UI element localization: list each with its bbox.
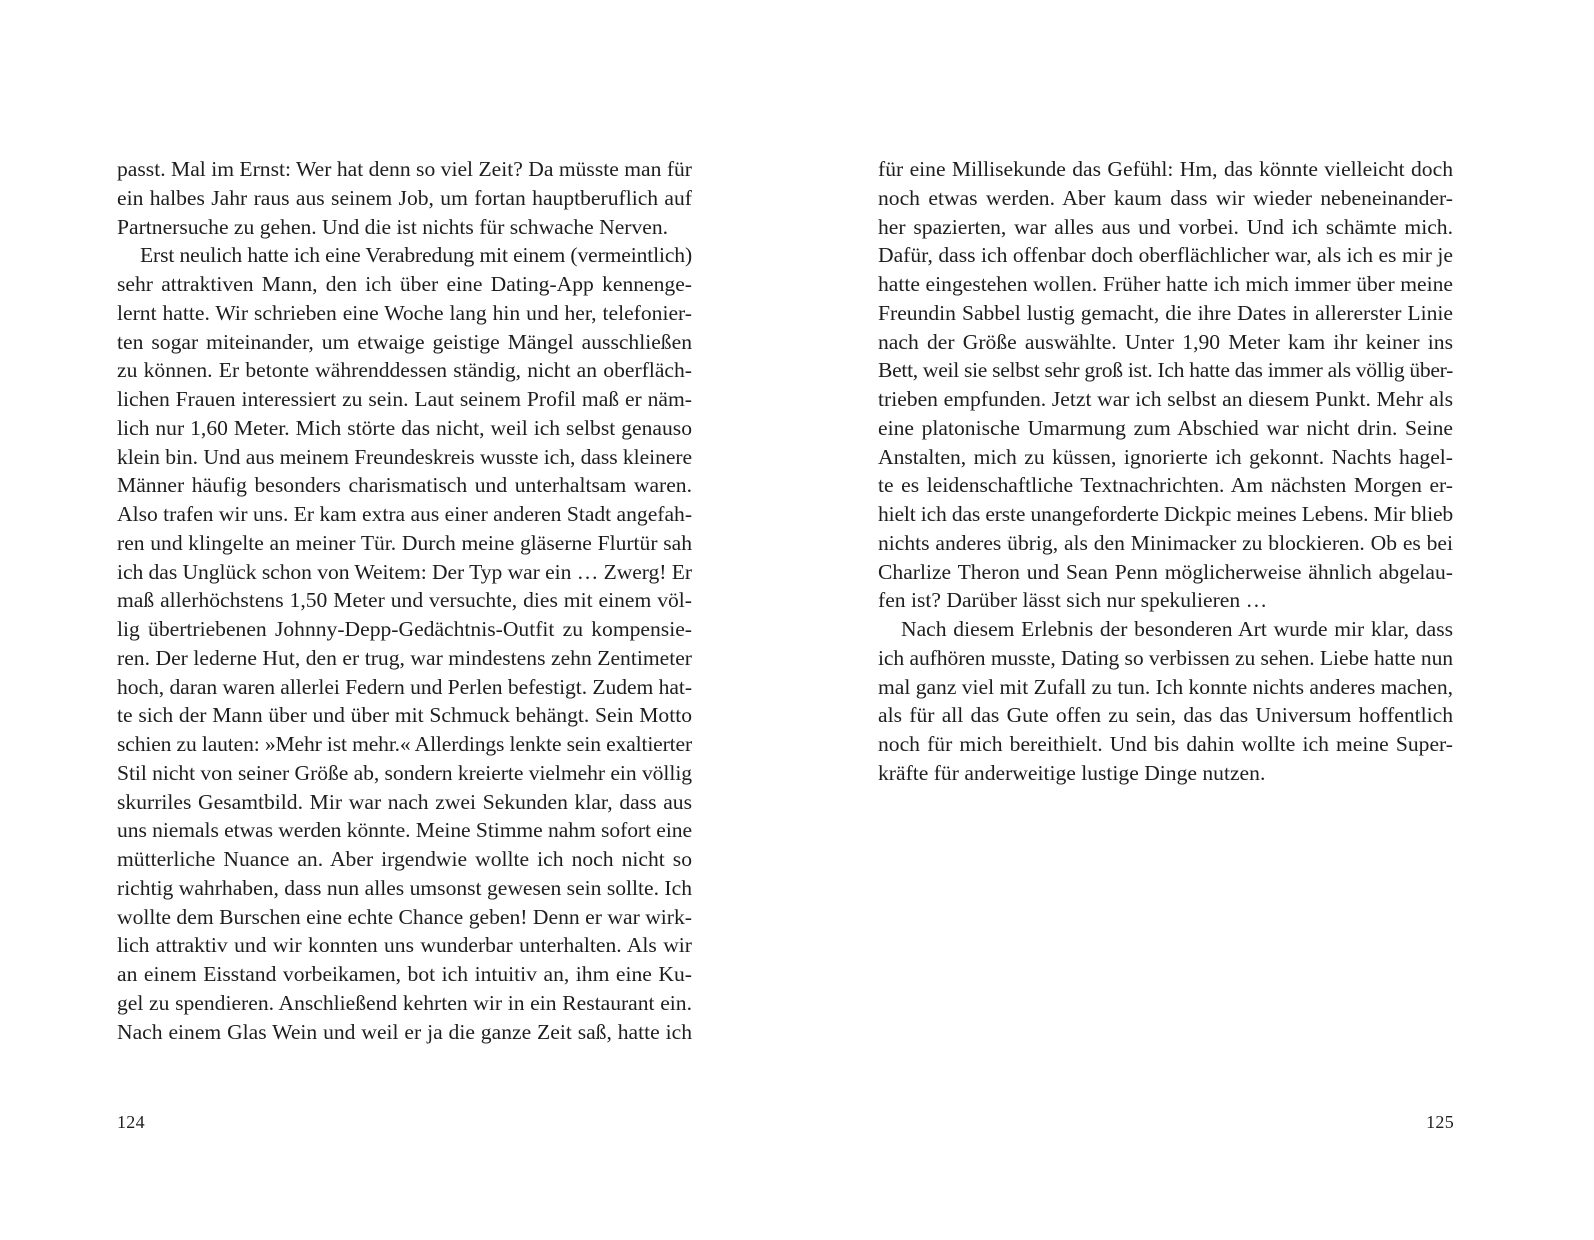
text-line: ren und klingelte an meiner Tür. Durch meine gläserne Flurtür sah — [117, 530, 692, 555]
page-number: 125 — [1426, 1112, 1454, 1132]
text-line: her spazierten, war alles aus und vorbei. Und ich schämte mich. — [878, 214, 1453, 239]
text-line: kräfte für anderweitige lustige Dinge nutzen. — [878, 760, 1266, 785]
text-line: lich nur 1,60 Meter. Mich störte das nicht, weil ich selbst genauso — [117, 415, 692, 440]
text-line: nach der Größe auswählte. Unter 1,90 Meter kam ihr keiner ins — [878, 329, 1453, 354]
text-line: ren. Der lederne Hut, den er trug, war mindestens zehn Zentimeter — [117, 645, 692, 670]
text-line: eine platonische Umarmung zum Abschied war nicht drin. Seine — [878, 415, 1453, 440]
text-line: Charlize Theron und Sean Penn möglicherweise ähnlich abgelau- — [878, 559, 1453, 584]
text-line: Anstalten, mich zu küssen, ignorierte ich gekonnt. Nachts hagel- — [878, 444, 1453, 469]
text-line: Nach einem Glas Wein und weil er ja die ganze Zeit saß, hatte ich — [117, 1019, 692, 1044]
text-line: Erst neulich hatte ich eine Verabredung mit einem (vermeintlich) — [140, 243, 693, 268]
text-line: lichen Frauen interessiert zu sein. Laut seinem Profil maß er näm- — [117, 387, 692, 411]
left-page-text — [117, 155, 692, 1046]
text-line: ein halbes Jahr raus aus seinem Job, um fortan hauptberuflich auf — [117, 185, 692, 210]
text-line: ich aufhören musste, Dating so verbissen zu sehen. Liebe hatte nun — [878, 645, 1453, 670]
text-line: Stil nicht von seiner Größe ab, sondern kreierte vielmehr ein völlig — [117, 760, 693, 785]
text-line: te sich der Mann über und über mit Schmuck behängt. Sein Motto — [117, 703, 692, 728]
text-line: nichts anderes übrig, als den Minimacker zu blockieren. Ob es bei — [878, 530, 1453, 555]
text-line: lig übertriebenen Johnny-Depp-Gedächtnis-Outfit zu kompensie- — [117, 617, 692, 641]
text-line: skurriles Gesamtbild. Mir war nach zwei Sekunden klar, dass aus — [117, 789, 692, 814]
text-line: uns niemals etwas werden könnte. Meine Stimme nahm sofort eine — [117, 818, 692, 843]
text-line: Dafür, dass ich offenbar doch oberflächlicher war, als ich es mir je — [878, 243, 1453, 268]
text-line: trieben empfunden. Jetzt war ich selbst an diesem Punkt. Mehr als — [878, 387, 1453, 411]
text-line: Nach diesem Erlebnis der besonderen Art wurde mir klar, dass — [901, 617, 1453, 641]
text-line: hielt ich das erste unangeforderte Dickpic meines Lebens. Mir blieb — [878, 502, 1453, 526]
text-line: zu können. Er betonte währenddessen ständig, nicht an oberfläch- — [117, 358, 692, 383]
text-line: gel zu spendieren. Anschließend kehrten wir in ein Restaurant ein. — [117, 990, 692, 1015]
text-line: schien zu lauten: »Mehr ist mehr.« Allerdings lenkte sein exaltierter — [117, 732, 692, 756]
text-line: ten sogar miteinander, um etwaige geistige Mängel ausschließen — [117, 329, 692, 354]
text-line: maß allerhöchstens 1,50 Meter und versuchte, dies mit einem völ- — [117, 588, 692, 613]
text-line: mütterliche Nuance an. Aber irgendwie wollte ich noch nicht so — [117, 847, 692, 871]
text-line: Freundin Sabbel lustig gemacht, die ihre Dates in allererster Linie — [878, 300, 1453, 325]
text-line: lich attraktiv und wir konnten uns wunderbar unterhalten. Als wir — [117, 933, 692, 958]
text-line: hatte eingestehen wollen. Früher hatte ich mich immer über meine — [878, 272, 1453, 296]
text-line: mal ganz viel mit Zufall zu tun. Ich konnte nichts anderes machen, — [878, 674, 1453, 699]
text-line: sehr attraktiven Mann, den ich über eine Dating-App kennenge- — [117, 272, 692, 296]
text-line: an einem Eisstand vorbeikamen, bot ich intuitiv an, ihm eine Ku- — [117, 962, 692, 986]
text-line: noch für mich bereithielt. Und bis dahin wollte ich meine Super- — [878, 732, 1453, 756]
text-line: te es leidenschaftliche Textnachrichten. Am nächsten Morgen er- — [878, 473, 1453, 498]
text-line: Also trafen wir uns. Er kam extra aus einer anderen Stadt angefah- — [117, 502, 693, 526]
text-line: fen ist? Darüber lässt sich nur spekulieren … — [878, 588, 1268, 613]
right-page — [797, 0, 1594, 1240]
text-line: für eine Millisekunde das Gefühl: Hm, das könnte vielleicht doch — [878, 157, 1453, 181]
text-line: wollte dem Burschen eine echte Chance geben! Denn er war wirk- — [117, 904, 692, 929]
text-line: noch etwas werden. Aber kaum dass wir wieder nebeneinander- — [878, 185, 1453, 210]
text-line: klein bin. Und aus meinem Freundeskreis wusste ich, dass kleinere — [117, 444, 693, 469]
text-line: lernt hatte. Wir schrieben eine Woche lang hin und her, telefonier- — [117, 300, 692, 325]
right-page-text — [878, 155, 1453, 788]
text-line: richtig wahrhaben, dass nun alles umsonst gewesen sein sollte. Ich — [117, 875, 692, 900]
text-line: hoch, daran waren allerlei Federn und Perlen befestigt. Zudem hat- — [117, 674, 692, 699]
text-line: als für all das Gute offen zu sein, das das Universum hoffentlich — [878, 703, 1453, 728]
text-line: Männer häufig besonders charismatisch und unterhaltsam waren. — [117, 473, 692, 498]
text-line: Partnersuche zu gehen. Und die ist nichts für schwache Nerven. — [117, 214, 669, 239]
text-line: Bett, weil sie selbst sehr groß ist. Ich hatte das immer als völlig über- — [878, 358, 1453, 383]
text-line: passt. Mal im Ernst: Wer hat denn so viel Zeit? Da müsste man für — [117, 157, 692, 181]
page-number: 124 — [117, 1112, 145, 1132]
text-line: ich das Unglück schon von Weitem: Der Typ war ein … Zwerg! Er — [117, 559, 692, 584]
